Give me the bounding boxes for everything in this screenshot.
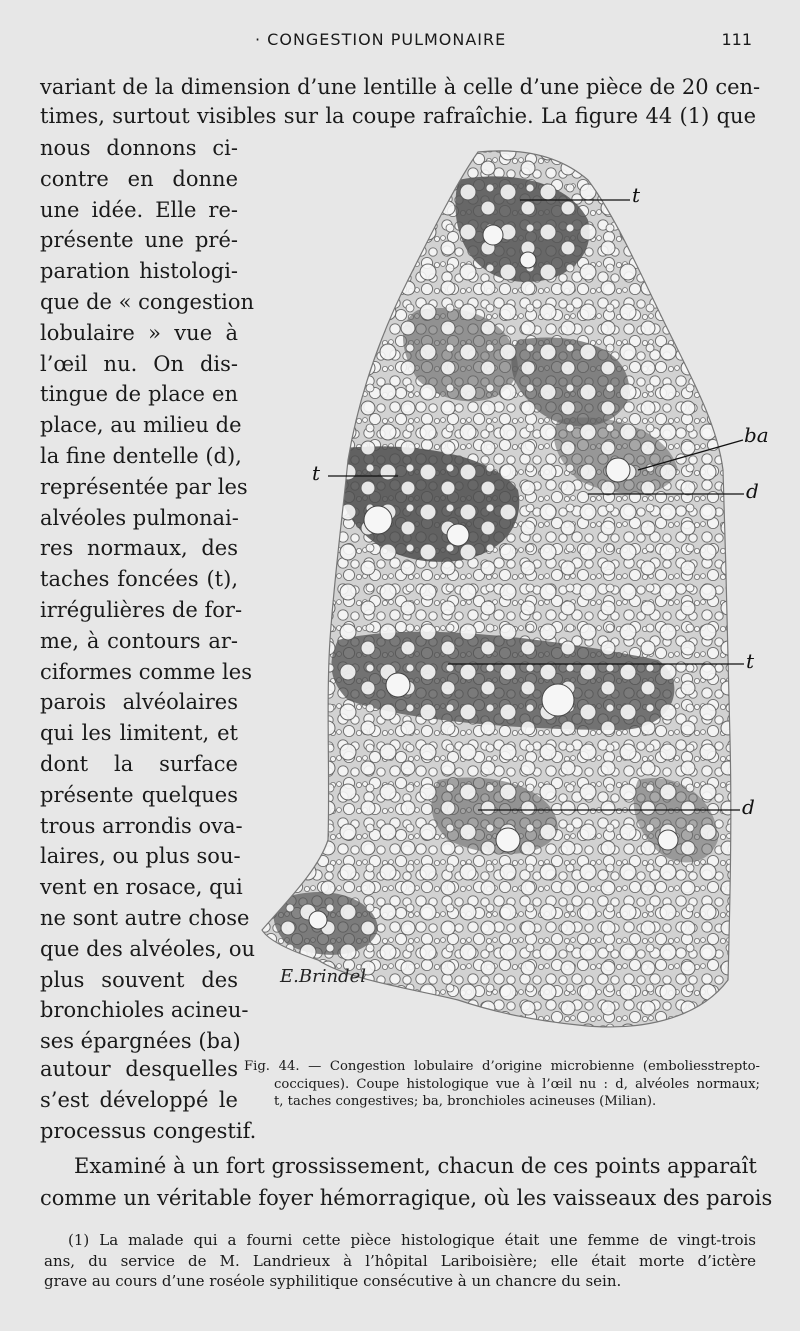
body-line: times, surtout visibles sur la coupe rafraîchie. La figure 44 (1) que <box>40 104 756 128</box>
side-line: laires, ou plus sou- <box>40 844 241 869</box>
engraver-signature: E.Brindel <box>280 966 366 987</box>
paragraph <box>40 1150 773 1214</box>
side-line: ses épargnées (ba) <box>40 1029 241 1054</box>
side-line: lobulaire » vue à <box>40 320 238 345</box>
side-line: nous donnons ci- <box>40 136 238 160</box>
footnote <box>44 1230 756 1292</box>
side-line: présente une pré- <box>40 228 238 253</box>
footnote-line: (1) La malade qui a fourni cette pièce histologique était une femme de vingt-trois <box>68 1231 756 1249</box>
label-t-top: t <box>632 183 641 207</box>
side-line: res normaux, des <box>40 536 238 561</box>
running-title: · CONGESTION PULMONAIRE <box>255 30 507 49</box>
side-line: représentée par les <box>40 474 248 499</box>
side-line: trous arrondis ova- <box>40 813 243 838</box>
side-line: dont la surface <box>40 751 238 776</box>
caption-line: Fig. 44. — Congestion lobulaire d’origine microbienne (emboliesstrepto- <box>244 1059 760 1074</box>
body-line: variant de la dimension d’une lentille à celle d’une pièce de 20 cen- <box>40 75 761 99</box>
side-line: plus souvent des <box>40 967 238 992</box>
lung-section-illustration <box>258 140 778 1040</box>
side-text-continued <box>40 1054 257 1147</box>
footnote-line: grave au cours d’une roséole syphilitique consécutive à un chancre du sein. <box>44 1272 622 1290</box>
body-line: Examiné à un fort grossissement, chacun de ces points apparaît <box>74 1154 757 1178</box>
side-line: place, au milieu de <box>40 413 242 438</box>
tissue-section <box>258 140 778 1040</box>
side-line: irrégulières de for- <box>40 597 243 622</box>
side-line: la fine dentelle (d), <box>40 443 242 468</box>
label-t-right: t <box>746 649 755 673</box>
side-line: une idée. Elle re- <box>40 197 238 222</box>
side-text-column <box>40 133 256 1057</box>
side-line: contre en donne <box>40 166 238 191</box>
side-line: paration histologi- <box>40 259 238 284</box>
side-line: parois alvéolaires <box>40 690 238 715</box>
side-line: processus congestif. <box>40 1119 257 1143</box>
caption-line: t, taches congestives; ba, bronchioles acineuses (Milian). <box>274 1094 657 1109</box>
side-line: présente quelques <box>40 782 238 807</box>
side-line: me, à contours ar- <box>40 628 238 653</box>
side-line: taches foncées (t), <box>40 567 238 592</box>
side-line: bronchioles acineu- <box>40 998 249 1023</box>
side-line: l’œil nu. On dis- <box>40 351 238 376</box>
label-d-lower: d <box>742 795 755 819</box>
page-header <box>0 30 800 56</box>
histology-figure <box>258 140 778 1040</box>
label-d-upper: d <box>746 479 759 503</box>
side-line: ciformes comme les <box>40 659 252 684</box>
footnote-line: ans, du service de M. Landrieux à l’hôpital Lariboisière; elle était morte d’ictère <box>44 1251 756 1270</box>
figure-caption <box>244 1058 760 1111</box>
side-line: vent en rosace, qui <box>40 875 243 900</box>
side-line: qui les limitent, et <box>40 721 238 746</box>
side-line: tingue de place en <box>40 382 238 407</box>
side-line: autour desquelles <box>40 1057 238 1081</box>
side-line: s’est développé le <box>40 1088 238 1112</box>
label-t-left: t <box>312 461 321 485</box>
side-line: ne sont autre chose <box>40 905 250 930</box>
side-line: que de « congestion <box>40 289 255 314</box>
body-line: comme un véritable foyer hémorragique, où les vaisseaux des parois <box>40 1186 773 1210</box>
label-ba: ba <box>744 423 769 447</box>
caption-line: cocciques). Coupe histologique vue à l’œil nu : d, alvéoles normaux; <box>274 1076 760 1092</box>
page-number: 111 <box>721 30 752 49</box>
side-line: alvéoles pulmonai- <box>40 505 239 530</box>
side-line: que des alvéoles, ou <box>40 936 256 961</box>
